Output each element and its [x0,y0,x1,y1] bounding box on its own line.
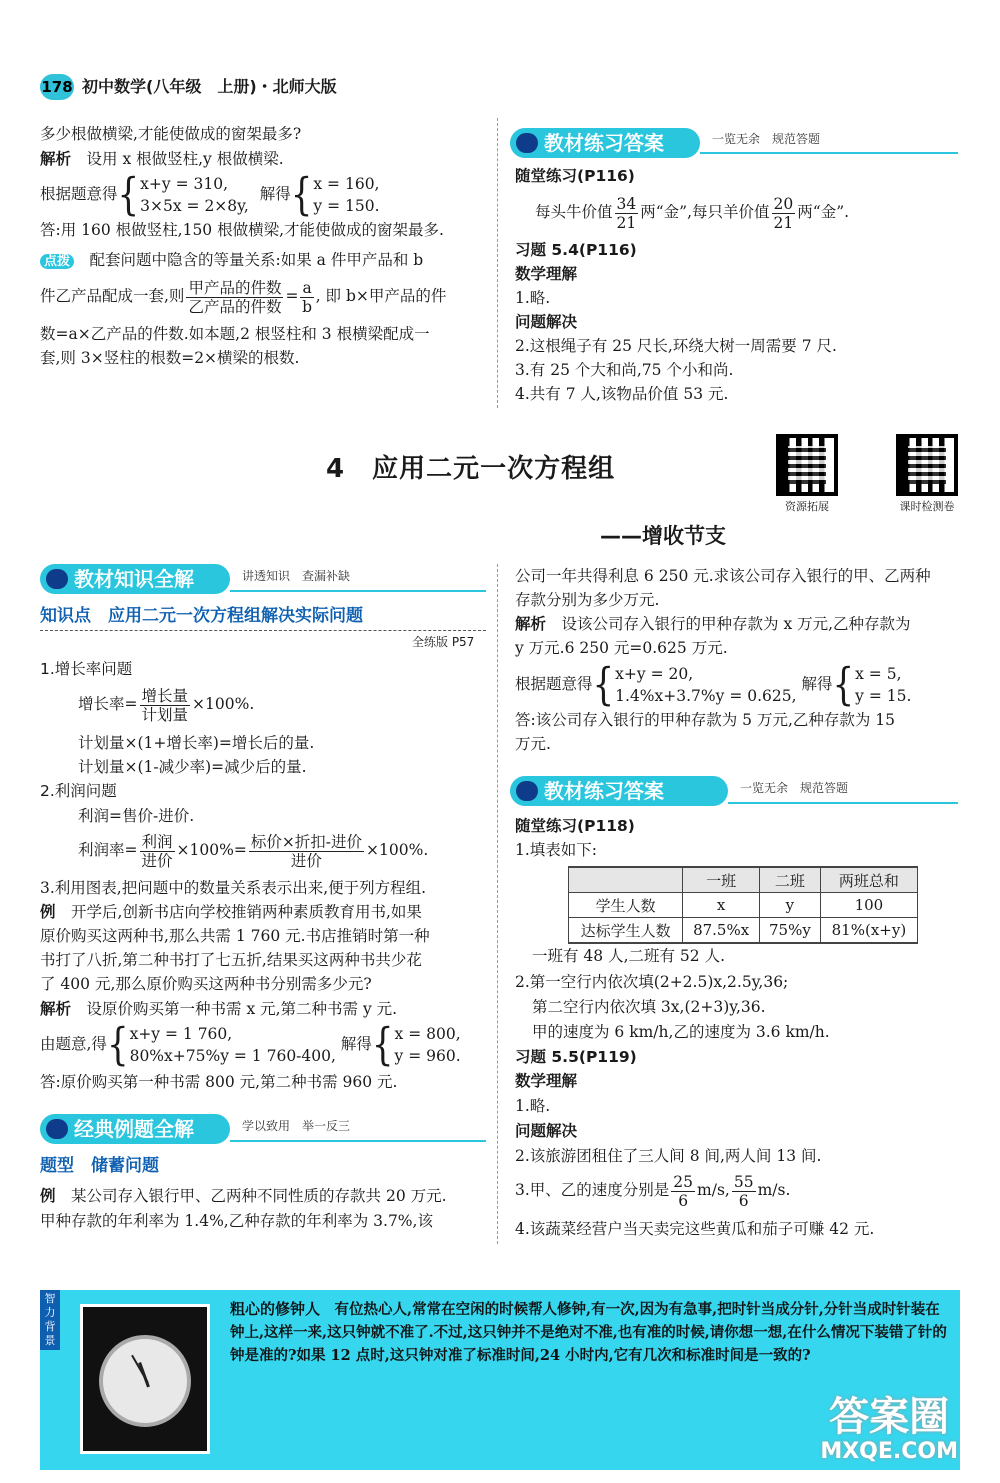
equation: 1.4%x+3.7%y = 0.625, [615,687,797,705]
numerator: 55 [733,1172,754,1191]
brace: { [592,659,615,711]
fraction [186,279,283,316]
denominator: 计划量 [141,705,189,724]
text-line: , 即 b×甲产品的件 [315,287,447,305]
examples-banner [40,1114,230,1144]
solution-system [855,663,911,707]
topic-heading: 1.增长率问题 [40,660,133,678]
subheading: 习题 5.4(P116) [515,241,637,259]
watermark-logo [820,1395,958,1465]
text-line: 2.这根绳子有 25 尺长,环绕大树一周需要 7 尺. [515,337,837,355]
subheading: 问题解决 [515,1122,578,1140]
solution-system [313,173,379,217]
equation: x+y = 310, [140,175,228,193]
text-line: 1.填表如下: [515,841,598,859]
fraction [140,833,175,870]
text-line: 配套问题中隐含的等量关系:如果 a 件甲产品和 b [89,251,424,269]
text-line: 设该公司存入银行的甲种存款为 x 万元,乙种存款为 [561,615,911,633]
text-line: = [285,287,299,305]
qr-code[interactable] [776,434,838,496]
qr-code[interactable] [896,434,958,496]
speaker-icon [46,569,68,589]
numerator: 标价×折扣-进价 [250,832,363,851]
text-line: 书打了八折,第二种书打了七五折,结果买这两种书共少花 [40,951,422,969]
text-line: 由题意,得 [40,1035,107,1053]
fraction [249,833,364,870]
text-line: 两“金”,每只羊价值 [640,203,770,221]
book-title: 初中数学(八年级 上册)・北师大版 [82,77,337,96]
example-label: 例 [40,903,56,921]
text-line: 利润率= [78,841,138,859]
hint-badge: 点拨 [40,254,74,269]
section-subtitle: ——增收节支 [600,524,726,548]
numerator: 20 [773,194,794,213]
fraction [671,1173,695,1210]
table-row [569,867,918,893]
speaker-icon [516,781,538,801]
banner-subtitle: 一览无余 规范答题 [712,132,821,146]
text-line: 利润=售价-进价. [78,807,195,825]
text-line: 根据题意得 [40,185,118,203]
text-line: 多少根做横梁,才能使做成的窗架最多? [40,125,302,143]
text-line: 3.有 25 个大和尚,75 个小和尚. [515,361,734,379]
text-line: 每头牛价值 [535,203,613,221]
table-cell: y [760,893,821,918]
text-line: m/s. [757,1181,791,1199]
fraction [300,279,313,316]
subheading: 习题 5.5(P119) [515,1048,637,1066]
trivia-title: 粗心的修钟人 [230,1300,321,1318]
table-cell: 100 [820,893,917,918]
denominator: 乙产品的件数 [188,297,282,316]
text-line: 数=a×乙产品的件数.如本题,2 根竖柱和 3 根横梁配成一 [40,325,430,343]
numerator: a [302,278,312,297]
text-line: 4.该蔬菜经营户当天卖完这些黄瓜和茄子可赚 42 元. [515,1220,875,1238]
text-line: 答:原价购买第一种书需 800 元,第二种书需 960 元. [40,1073,398,1091]
knowledge-point-title: 知识点 应用二元一次方程组解决实际问题 [40,606,363,626]
watermark-text: MXQE.COM [820,1439,958,1464]
banner-subtitle: 一览无余 规范答题 [740,781,849,795]
equation: y = 15. [855,687,912,705]
equation-system [140,173,249,217]
text-line: 第二空行内依次填 3x,(2+3)y,36. [532,998,766,1016]
section-title-text: 应用二元一次方程组 [372,454,616,484]
table-row [569,918,918,944]
brace: { [290,169,313,221]
speaker-icon [46,1119,68,1139]
text-line: 开学后,创新书店向学校推销两种素质教育用书,如果 [71,903,422,921]
banner-subtitle: 讲透知识 查漏补缺 [242,569,351,583]
banner-title: 教材知识全解 [74,567,194,591]
equation-system [615,663,796,707]
text-line: 一班有 48 人,二班有 52 人. [532,947,726,965]
exercise-answers-banner [510,128,700,158]
equation: x+y = 20, [615,665,694,683]
numerator: 增长量 [141,686,189,705]
subheading: 随堂练习(P118) [515,817,635,835]
column-divider [497,564,498,1244]
banner-title: 经典例题全解 [74,1117,194,1141]
problem-type-title: 题型 储蓄问题 [40,1156,159,1176]
page-number: 178 [40,74,74,100]
table-cell [569,867,683,893]
text-line: 3.利用图表,把问题中的数量关系表示出来,便于列方程组. [40,879,427,897]
equation: x = 160, [313,175,380,193]
table-cell: 81%(x+y) [820,918,917,944]
reference: 全练版 P57 [412,635,475,649]
text-line: 1.略. [515,289,551,307]
denominator: 21 [616,213,637,232]
text-line: 某公司存入银行甲、乙两种不同性质的存款共 20 万元. [71,1187,447,1205]
banner-title: 教材练习答案 [544,131,664,155]
table-cell: 两班总和 [820,867,917,893]
text-line: m/s, [697,1181,730,1199]
knowledge-banner [40,564,230,594]
section-title [326,448,615,485]
text-line: y 万元.6 250 元=0.625 万元. [515,639,728,657]
denominator: 21 [773,213,794,232]
text-line: 计划量×(1-减少率)=减少后的量. [78,758,307,776]
banner-rule [728,802,958,804]
banner-rule [230,590,486,592]
qr-caption: 课时检测卷 [899,500,955,513]
qr-caption: 资源拓展 [785,500,829,513]
text-line: 公司一年共得利息 6 250 元.求该公司存入银行的甲、乙两种 [515,567,931,585]
text-line: 增长率= [78,695,138,713]
numerator: 甲产品的件数 [188,278,282,297]
table-cell: 学生人数 [569,893,683,918]
text-line: 2.该旅游团租住了三人间 8 间,两人间 13 间. [515,1147,822,1165]
brace: { [832,659,855,711]
fraction [772,195,796,232]
analysis-label: 解析 [515,615,547,633]
trivia-tag: 智力背景 [40,1290,60,1350]
numerator: 34 [616,194,637,213]
trivia-body: 有位热心人,常常在空闲的时候帮人修钟,有一次,因为有急事,把时针当成分针,分针当成时针装在钟上,这样一来,这只钟就不准了.不过,这只钟并不是绝对不准,也有准的时候,请你想一想,在什么情况下装错了针的钟是准的?如果 12 点时,这只钟对准了标准时间,24 小时内,它有几次和标准时间是一致的? [230,1301,947,1364]
brace: { [106,1019,129,1071]
solution-system [395,1023,461,1067]
fraction [732,1173,756,1210]
text-line: ×100%. [366,841,429,859]
subheading: 随堂练习(P116) [515,167,635,185]
data-table [568,866,918,944]
text-line: 3.甲、乙的速度分别是 [515,1181,670,1199]
equation: y = 150. [313,197,380,215]
text-line: 答:该公司存入银行的甲种存款为 5 万元,乙种存款为 15 [515,711,896,729]
text-line: 甲种存款的年利率为 1.4%,乙种存款的年利率为 3.7%,该 [40,1212,433,1230]
text-line: 万元. [515,735,551,753]
table-cell: x [683,893,760,918]
banner-rule [700,152,958,154]
banner-subtitle: 学以致用 举一反三 [242,1119,351,1133]
text-line: 存款分别为多少万元. [515,591,660,609]
text-line: 解得 [801,675,833,693]
text-line: 设原价购买第一种书需 x 元,第二种书需 y 元. [86,1000,398,1018]
column-divider [497,118,498,408]
text-line: 解得 [340,1035,372,1053]
clock-icon [80,1304,210,1454]
text-line: 件乙产品配成一套,则 [40,287,185,305]
text-line: 两“金”. [797,203,850,221]
numerator: 利润 [141,832,173,851]
denominator: 进价 [141,851,173,870]
watermark-text: 答案圈 [829,1394,950,1440]
exercise-answers-banner [510,776,728,806]
fraction [140,687,191,724]
equation-system [130,1023,336,1067]
equation: x = 800, [394,1025,461,1043]
table-cell: 达标学生人数 [569,918,683,944]
table-cell: 87.5%x [683,918,760,944]
denominator: 进价 [290,851,322,870]
table-row [569,893,918,918]
analysis-label: 解析 [40,150,72,168]
banner-rule [230,1140,486,1142]
example-label: 例 [40,1187,56,1205]
text-line: 根据题意得 [515,675,593,693]
clock-face [99,1335,191,1427]
equation: 80%x+75%y = 1 760-400, [129,1047,336,1065]
denominator: 6 [738,1191,749,1210]
clock-hand [131,1355,149,1384]
text-line: 甲的速度为 6 km/h,乙的速度为 3.6 km/h. [532,1023,830,1041]
subheading: 问题解决 [515,313,578,331]
text-line: 解得 [259,185,291,203]
text-line: 了 400 元,那么原价购买这两种书分别需多少元? [40,975,372,993]
text-line: 设用 x 根做竖柱,y 根做横梁. [86,150,284,168]
text-line: 答:用 160 根做竖柱,150 根做横梁,才能使做成的窗架最多. [40,221,444,239]
analysis-label: 解析 [40,1000,72,1018]
text-line: ×100%= [176,841,247,859]
text-line: 计划量×(1+增长率)=增长后的量. [78,734,315,752]
equation: 3×5x = 2×8y, [140,197,249,215]
equation: x+y = 1 760, [129,1025,233,1043]
equation: y = 960. [394,1047,461,1065]
table-cell: 一班 [683,867,760,893]
text-line: 1.略. [515,1097,551,1115]
text-line: 原价购买这两种书,那么共需 1 760 元.书店推销时第一种 [40,927,430,945]
brace: { [117,169,140,221]
subheading: 数学理解 [515,1072,578,1090]
brace: { [371,1019,394,1071]
subheading: 数学理解 [515,265,578,283]
text-line: 4.共有 7 人,该物品价值 53 元. [515,385,729,403]
fraction [615,195,639,232]
speaker-icon [516,133,538,153]
text-line: ×100%. [192,695,255,713]
topic-heading: 2.利润问题 [40,782,117,800]
trivia-text [230,1298,950,1367]
equation: x = 5, [855,665,902,683]
banner-title: 教材练习答案 [544,779,664,803]
denominator: b [302,297,313,316]
table-cell: 75%y [760,918,821,944]
text-line: 套,则 3×竖柱的根数=2×横梁的根数. [40,349,300,367]
denominator: 6 [678,1191,689,1210]
table-cell: 二班 [760,867,821,893]
numerator: 25 [673,1172,694,1191]
section-number: 4 [326,454,346,484]
text-line: 2.第一空行内依次填(2+2.5)x,2.5y,36; [515,973,789,991]
